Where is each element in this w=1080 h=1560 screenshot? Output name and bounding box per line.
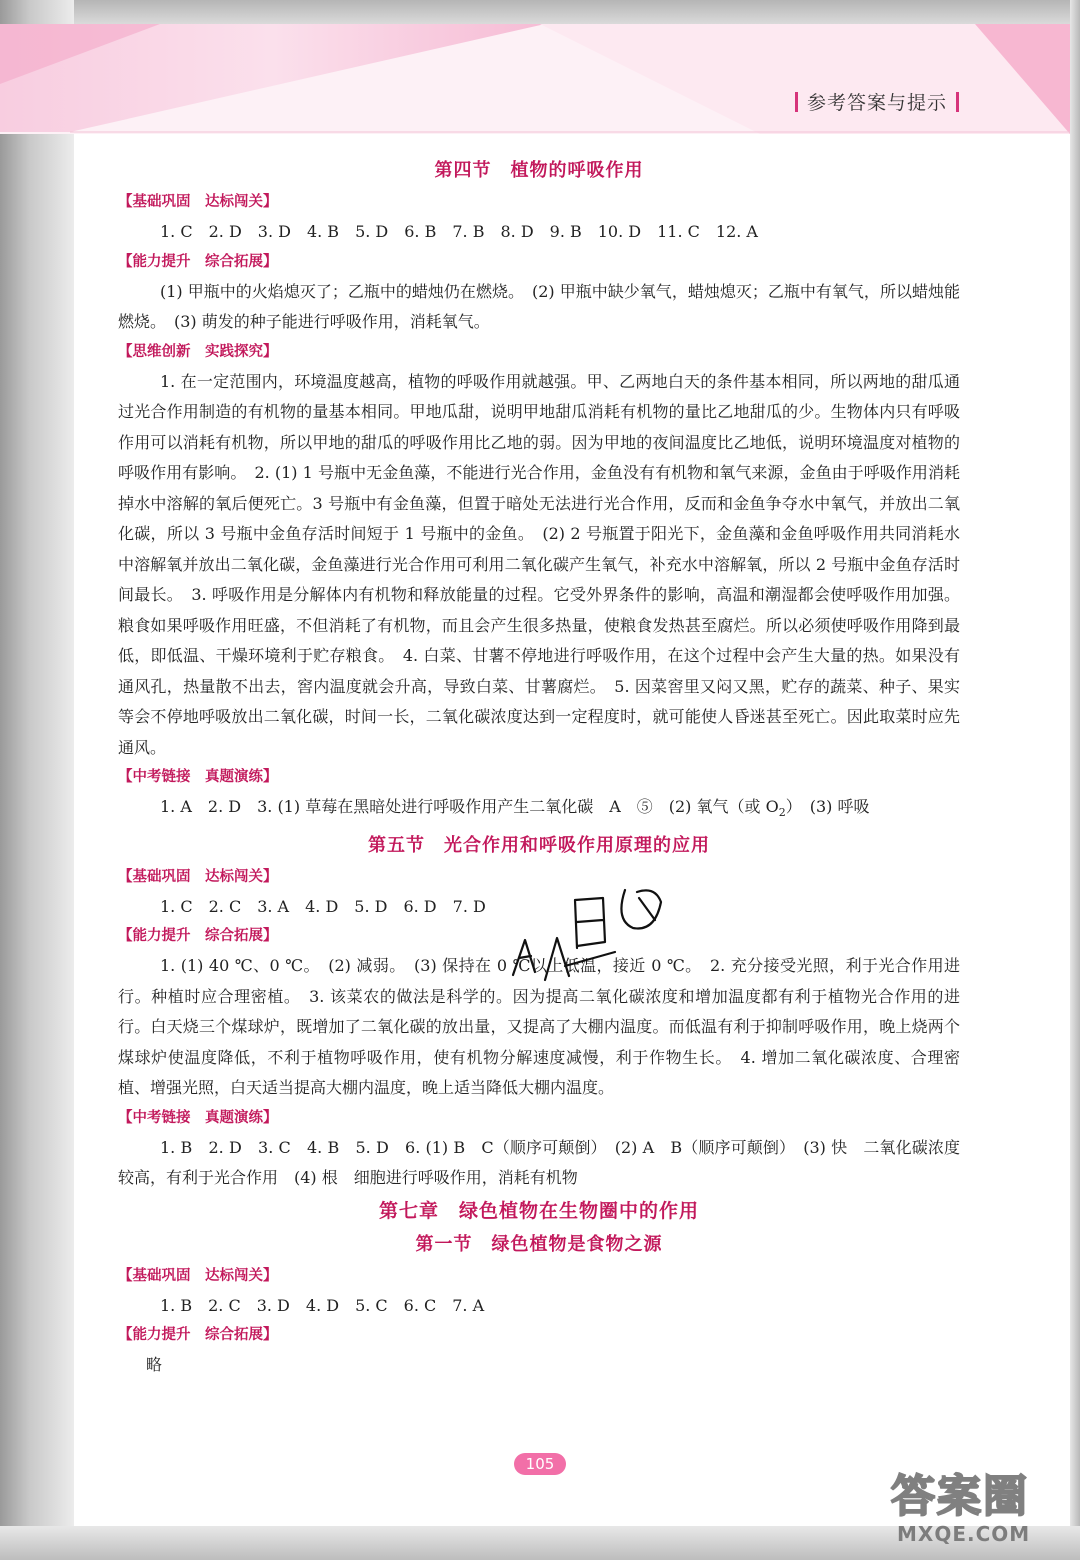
watermark-site: MXQE.COM (897, 1522, 1031, 1546)
header-label-text: 参考答案与提示 (806, 92, 947, 114)
tag-ability: 【能力提升 综合拓展】 (118, 253, 278, 270)
tag-basic: 【基础巩固 达标闯关】 (118, 1267, 278, 1284)
tag-ability: 【能力提升 综合拓展】 (118, 1327, 278, 1344)
book-spine-shadow (0, 0, 74, 1560)
answer-line: 1. C 2. C 3. A 4. D 5. D 6. D 7. D (160, 896, 486, 916)
handwriting-scribble (505, 880, 675, 990)
answer-paragraph: 1. (1) 40 ℃、0 ℃。 (2) 减弱。 (3) 保持在 0 ℃以上低温，接近 0 ℃。 2. 充分接受光照，利于光合作用进行。种植时应合理密植。 3. 该菜农的做法是科学的。因为提高二氧化碳浓度和增加温度都有利于植物光合作用的进行。白天烧三个煤球炉，既增加了二氧化碳的放出量，又提高了大棚内温度。而低温有利于抑制呼吸作用，晚上烧两个煤球炉使温度降低，不利于植物呼吸作用，使有机物分解速度减慢，利于作物生长。 4. 增加二氧化碳浓度、合理密植、增强光照，白天适当提高大棚内温度，晚上适当降低大棚内温度。 (118, 956, 960, 1098)
scan-right-edge (1070, 0, 1080, 1560)
page-number: 105 (514, 1453, 566, 1475)
tag-basic: 【基础巩固 达标闯关】 (118, 194, 278, 210)
bar-mark-icon (795, 92, 798, 112)
answer-content (118, 154, 960, 1381)
tag-thinking: 【思维创新 实践探究】 (118, 343, 278, 360)
answer-line: 1. C 2. D 3. D 4. B 5. D 6. B 7. B 8. D 9. B 10. D 11. C 12. A (160, 222, 758, 241)
section-title-7-1: 第一节 绿色植物是食物之源 (415, 1233, 663, 1255)
tag-exam: 【中考链接 真题演练】 (118, 1109, 278, 1126)
answer-paragraph: (1) 甲瓶中的火焰熄灭了；乙瓶中的蜡烛仍在燃烧。 (2) 甲瓶中缺少氧气，蜡烛熄灭；乙瓶中有氧气，所以蜡烛能燃烧。 (3) 萌发的种子能进行呼吸作用，消耗氧气。 (118, 281, 960, 331)
tag-ability: 【能力提升 综合拓展】 (118, 928, 278, 945)
tag-exam: 【中考链接 真题演练】 (118, 769, 278, 785)
answer-part: 1. A 2. D 3. (1) 草莓在黑暗处进行呼吸作用产生二氧化碳 A ⑤ (2) 氧气（或 O (160, 797, 779, 816)
answer-line (118, 792, 960, 829)
scan-top-edge (0, 0, 1080, 24)
answer-line: 略 (146, 1355, 163, 1375)
section-title-4: 第四节 植物的呼吸作用 (434, 160, 644, 181)
answer-paragraph: 1. B 2. D 3. C 4. B 5. D 6. (1) B C（顺序可颠倒） (2) A B（顺序可颠倒） (3) 快 二氧化碳浓度较高，有利于光合作用 (4) 根 细胞进行呼吸作用，消耗有机物 (118, 1137, 960, 1188)
answer-paragraph: 1. 在一定范围内，环境温度越高，植物的呼吸作用就越强。甲、乙两地白天的条件基本相同，所以两地的甜瓜通过光合作用制造的有机物的量基本相同。甲地瓜甜，说明甲地甜瓜消耗有机物的量比乙地甜瓜的少。生物体内只有呼吸作用可以消耗有机物，所以甲地的甜瓜的呼吸作用比乙地的弱。因为甲地的夜间温度比乙地低，说明环境温度对植物的呼吸作用有影响。 2. (1) 1 号瓶中无金鱼藻，不能进行光合作用，金鱼没有有机物和氧气来源，金鱼由于呼吸作用消耗掉水中溶解的氧后便死亡。3 号瓶中有金鱼藻，但置于暗处无法进行光合作用，反而和金鱼争夺水中氧气，并放出二氧化碳，所以 3 号瓶中金鱼存活时间短于 1 号瓶中的金鱼。 (2) 2 号瓶置于阳光下，金鱼藻和金鱼呼吸作用共同消耗水中溶解氧并放出二氧化碳，金鱼藻进行光合作用可利用二氧化碳产生氧气，补充水中溶解氧，所以 2 号瓶中金鱼存活时间最长。 3. 呼吸作用是分解体内有机物和释放能量的过程。它受外界条件的影响，高温和潮湿都会使呼吸作用加强。粮食如果呼吸作用旺盛，不但消耗了有机物，而且会产生很多热量，使粮食发热甚至腐烂。所以必须使呼吸作用降到最低，即低温、干燥环境利于贮存粮食。 4. 白菜、甘薯不停地进行呼吸作用，在这个过程中会产生大量的热。如果没有通风孔，热量散不出去，窖内温度就会升高，导致白菜、甘薯腐烂。 5. 因菜窖里又闷又黑，贮存的蔬菜、种子、果实等会不停地呼吸放出二氧化碳，时间一长，二氧化碳浓度达到一定程度时，就可能使人昏迷甚至死亡。因此取菜时应先通风。 (118, 371, 960, 757)
bar-mark-icon (956, 92, 959, 112)
header-decoration (0, 24, 1070, 134)
header-title (794, 88, 960, 115)
watermark-logo (885, 1460, 1060, 1550)
chapter-title-7: 第七章 绿色植物在生物圈中的作用 (378, 1199, 699, 1222)
watermark-glyphs: 答案圈 (891, 1471, 1029, 1522)
answer-part: ） (3) 呼吸 (785, 797, 870, 816)
section-title-5: 第五节 光合作用和呼吸作用原理的应用 (368, 834, 710, 856)
answer-line: 1. B 2. C 3. D 4. D 5. C 6. C 7. A (160, 1295, 485, 1315)
subscript: 2 (778, 806, 786, 820)
tag-basic: 【基础巩固 达标闯关】 (118, 868, 278, 885)
